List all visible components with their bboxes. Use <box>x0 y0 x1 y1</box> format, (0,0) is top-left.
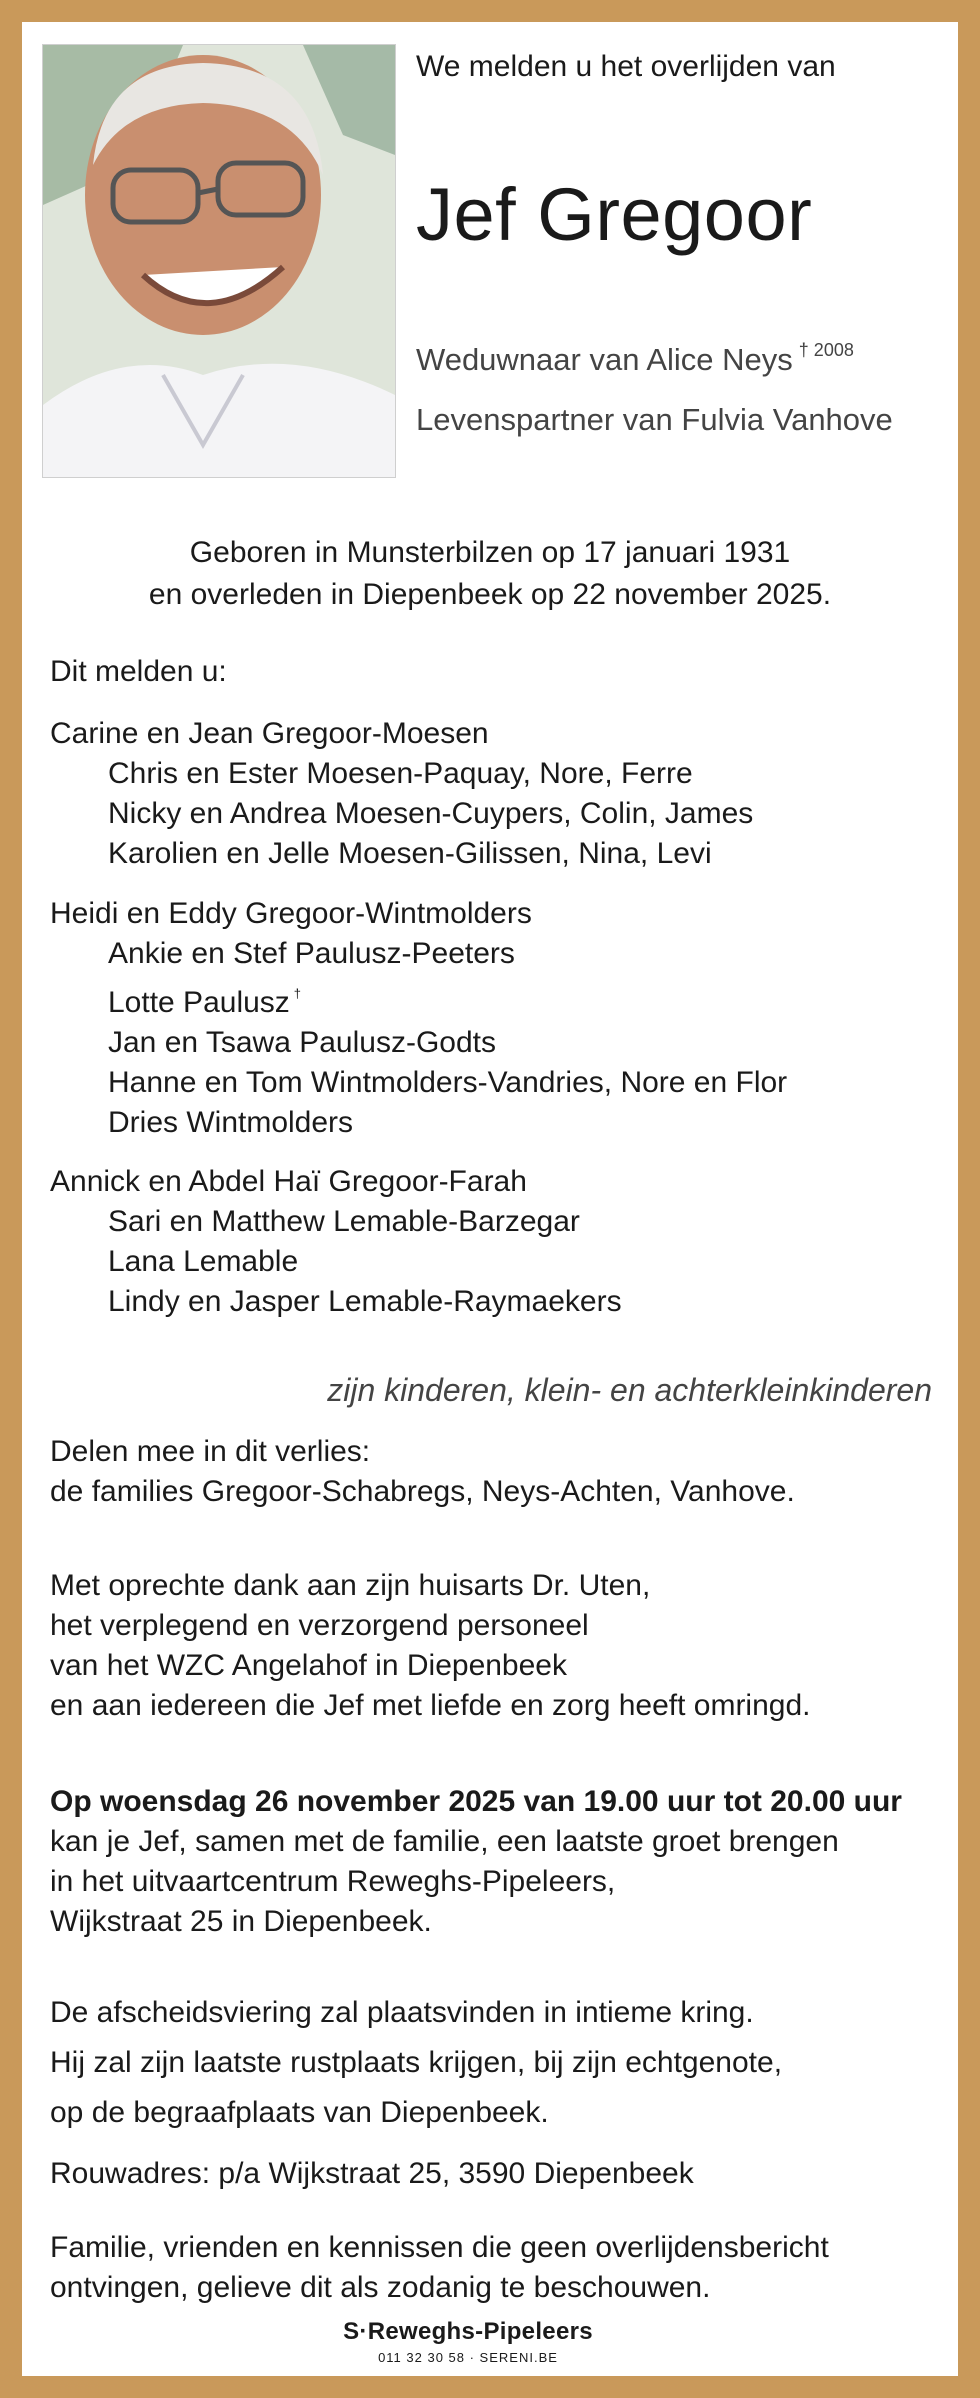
deceased-mark: † 2008 <box>798 340 854 360</box>
family-head: Carine en Jean Gregoor-Moesen <box>50 717 489 750</box>
widow-line <box>416 340 854 378</box>
ceremony-line: op de begraafplaats van Diepenbeek. <box>50 2096 549 2129</box>
family-member: Nicky en Andrea Moesen-Cuypers, Colin, James <box>108 797 754 830</box>
partner-line: Levenspartner van Fulvia Vanhove <box>416 402 893 437</box>
family-member: Karolien en Jelle Moesen-Gilissen, Nina, Levi <box>108 837 712 870</box>
family-member: Dries Wintmolders <box>108 1106 354 1139</box>
intro-text: We melden u het overlijden van <box>416 50 836 83</box>
thanks-text <box>50 1566 811 1726</box>
visit-line: Wijkstraat 25 in Diepenbeek. <box>50 1905 432 1938</box>
birth-line: Geboren in Munsterbilzen op 17 januari 1931 <box>189 536 791 569</box>
ceremony-line: Hij zal zijn laatste rustplaats krijgen, bij zijn echtgenote, <box>50 2046 783 2079</box>
share-line: de families Gregoor-Schabregs, Neys-Achten, Vanhove. <box>50 1475 795 1508</box>
share-line: Delen mee in dit verlies: <box>50 1435 371 1468</box>
family-member: Hanne en Tom Wintmolders-Vandries, Nore en Flor <box>108 1066 788 1099</box>
share-text <box>50 1432 795 1512</box>
notice-line: ontvingen, gelieve dit als zodanig te beschouwen. <box>50 2271 711 2304</box>
mourning-address: Rouwadres: p/a Wijkstraat 25, 3590 Diepenbeek <box>50 2157 694 2190</box>
family-member-deceased <box>50 974 787 1023</box>
funeral-home-name: S·Reweghs-Pipeleers <box>343 2318 593 2345</box>
family-member: Lindy en Jasper Lemable-Raymaekers <box>108 1285 622 1318</box>
portrait-photo <box>42 44 396 478</box>
family-group-2 <box>50 894 787 1143</box>
thanks-line: het verplegend en verzorgend personeel <box>50 1609 589 1642</box>
family-member: Jan en Tsawa Paulusz-Godts <box>108 1026 496 1059</box>
family-group-3 <box>50 1162 622 1322</box>
visit-time: Op woensdag 26 november 2025 van 19.00 uur tot 20.00 uur <box>50 1785 902 1818</box>
birth-death-text <box>22 532 958 616</box>
portrait-illustration <box>43 45 395 477</box>
family-head: Annick en Abdel Haï Gregoor-Farah <box>50 1165 527 1198</box>
family-member: Lana Lemable <box>108 1245 299 1278</box>
family-member: Chris en Ester Moesen-Paquay, Nore, Ferre <box>108 757 693 790</box>
deceased-mark: † <box>293 986 302 1001</box>
ceremony-line: De afscheidsviering zal plaatsvinden in intieme kring. <box>50 1996 754 2029</box>
family-member: Sari en Matthew Lemable-Barzegar <box>108 1205 580 1238</box>
funeral-home-contact: 011 32 30 58 · SERENI.BE <box>378 2350 558 2365</box>
notify-label: Dit melden u: <box>50 655 227 688</box>
notice-text <box>50 2228 829 2308</box>
visit-line: kan je Jef, samen met de familie, een laatste groet brengen <box>50 1825 839 1858</box>
family-group-1 <box>50 714 753 874</box>
visit-text <box>50 1782 902 1942</box>
thanks-line: Met oprechte dank aan zijn huisarts Dr. Uten, <box>50 1569 651 1602</box>
funeral-home-logo <box>0 2318 936 2365</box>
notice-line: Familie, vrienden en kennissen die geen overlijdensbericht <box>50 2231 829 2264</box>
obituary-card <box>22 22 958 2376</box>
thanks-line: en aan iedereen die Jef met liefde en zorg heeft omringd. <box>50 1689 811 1722</box>
deceased-name: Jef Gregoor <box>416 173 813 256</box>
widow-text: Weduwnaar van Alice Neys <box>416 342 793 377</box>
visit-line: in het uitvaartcentrum Reweghs-Pipeleers, <box>50 1865 616 1898</box>
death-line: en overleden in Diepenbeek op 22 november 2025. <box>148 578 832 611</box>
family-member-name: Lotte Paulusz <box>108 986 290 1019</box>
thanks-line: van het WZC Angelahof in Diepenbeek <box>50 1649 567 1682</box>
family-head: Heidi en Eddy Gregoor-Wintmolders <box>50 897 532 930</box>
relation-line: zijn kinderen, klein- en achterkleinkinderen <box>327 1372 932 1408</box>
family-member: Ankie en Stef Paulusz-Peeters <box>108 937 515 970</box>
ceremony-text <box>50 1988 782 2138</box>
